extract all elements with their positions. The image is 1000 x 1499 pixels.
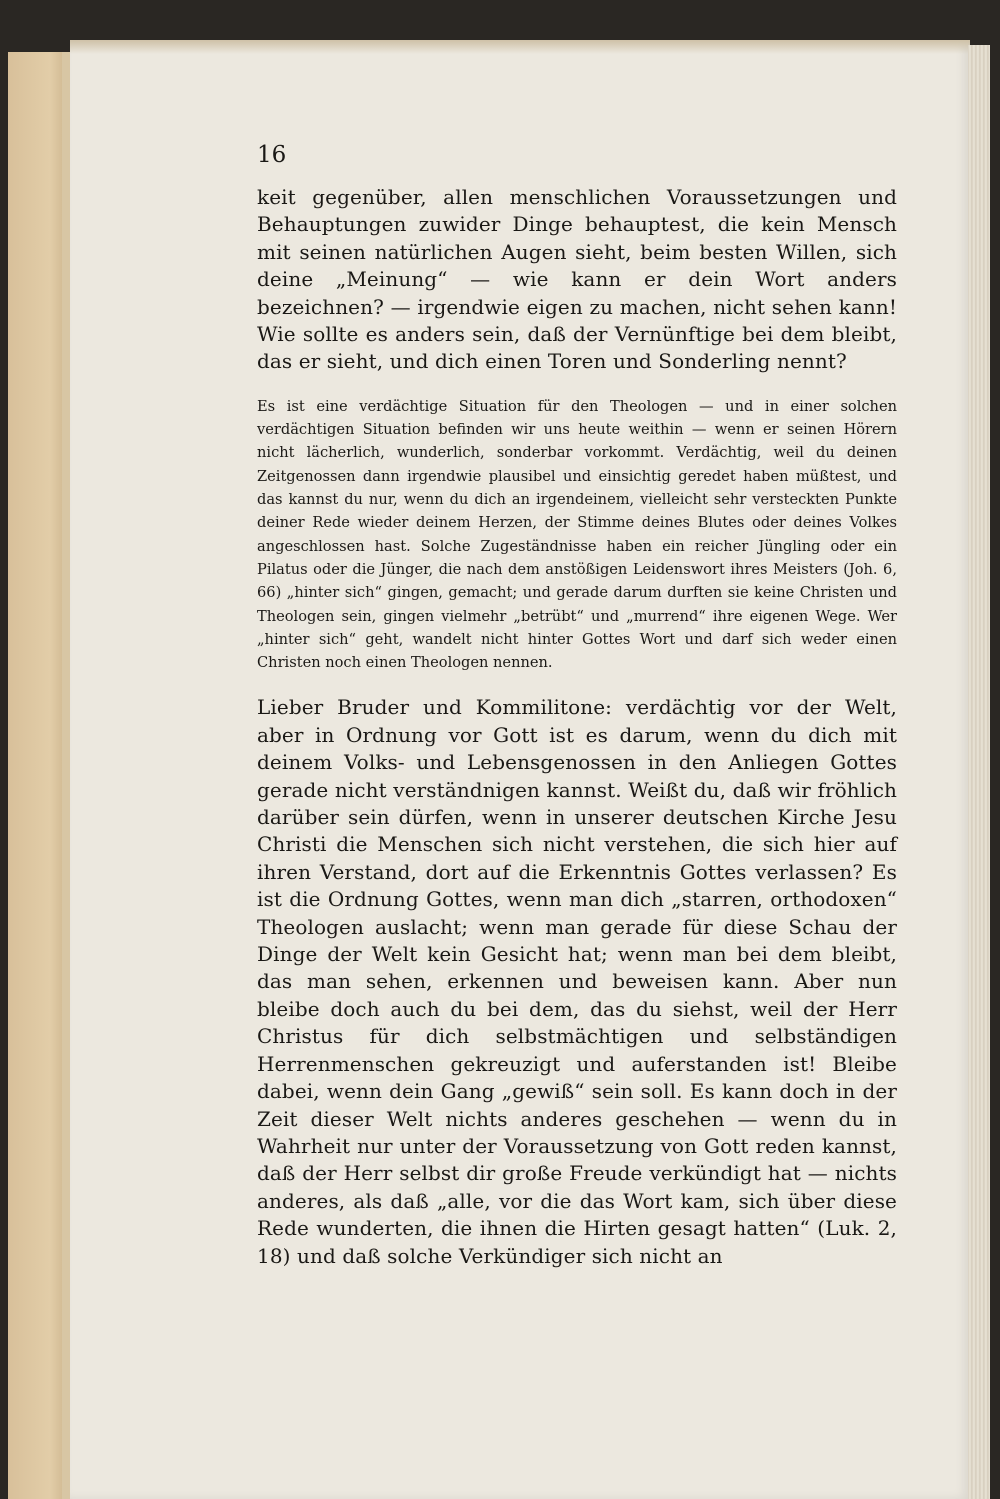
page-number: 16 <box>257 142 287 168</box>
paragraph-small-quote: Es ist eine verdächtige Situation für den Theologen — und in einer solchen verdächtigen Situation befinden wir uns heute weithin — wenn er seinen Hörern nicht lächerlich, wunderlich, sonderbar vorkommt. Verdächtig, weil du deinen Zeitgenossen dann irgendwie plausibel und einsichtig geredet haben müßtest, und das kannst du nur, wenn du dich an irgendeinem, vielleicht sehr versteckten Punkte deiner Rede wieder deinem Herzen, der Stimme deines Blutes oder deines Volkes angeschlossen hast. Solche Zugeständnisse haben ein reicher Jüngling oder ein Pilatus oder die Jünger, die nach dem anstößigen Leidenswort ihres Meisters (Joh. 6, 66) „hinter sich“ gingen, gemacht; und gerade darum durften sie keine Christen und Theologen sein, gingen vielmehr „betrübt“ und „murrend“ ihre eigenen Wege. Wer „hinter sich“ geht, wandelt nicht hinter Gottes Wort und darf sich weder einen Christen noch einen Theologen nennen. <box>257 397 897 672</box>
book-page-stack-left <box>8 52 68 1499</box>
page-top-shadow <box>70 40 970 54</box>
book-page-stack-right <box>968 45 990 1499</box>
paragraph-main-2: Lieber Bruder und Kommilitone: verdächtig vor der Welt, aber in Ordnung vor Gott ist es darum, wenn du dich mit deinem Volks- und Lebensgenossen in den Anliegen Gottes gerade nicht verständnigen kannst. Weißt du, daß wir fröhlich darüber sein dürfen, wenn in unserer deutschen Kirche Jesu Christi die Menschen sich nicht verstehen, die sich hier auf ihren Verstand, dort auf die Erkenntnis Gottes verlassen? Es ist die Ordnung Gottes, wenn man dich „starren, orthodoxen“ Theologen auslacht; wenn man gerade für diese Schau der Dinge der Welt kein Gesicht hat; wenn man bei dem bleibt, das man sehen, erkennen und beweisen kann. Aber nun bleibe doch auch du bei dem, das du siehst, weil der Herr Christus für dich selbstmächtigen und selbständigen Herrenmenschen gekreuzigt und auferstanden ist! Bleibe dabei, wenn dein Gang „gewiß“ sein soll. Es kann doch in der Zeit dieser Welt nichts anderes geschehen — wenn du in Wahrheit nur unter der Voraussetzung von Gott reden kannst, daß der Herr selbst dir große Freude verkündigt hat — nichts anderes, als daß „alle, vor die das Wort kam, sich über diese Rede wunderten, die ihnen die Hirten gesagt hatten“ (Luk. 2, 18) und daß solche Verkündiger sich nicht an <box>257 695 897 1268</box>
page-content <box>257 140 897 1270</box>
paragraph-main-1: keit gegenüber, allen menschlichen Voraussetzungen und Behauptungen zuwider Dinge behauptest, die kein Mensch mit seinen natürlichen Augen sieht, beim besten Willen, sich deine „Meinung“ — wie kann er dein Wort anders bezeichnen? — irgendwie eigen zu machen, nicht sehen kann! Wie sollte es anders sein, daß der Vernünftige bei dem bleibt, das er sieht, und dich einen Toren und Sonderling nennt? <box>257 185 897 374</box>
